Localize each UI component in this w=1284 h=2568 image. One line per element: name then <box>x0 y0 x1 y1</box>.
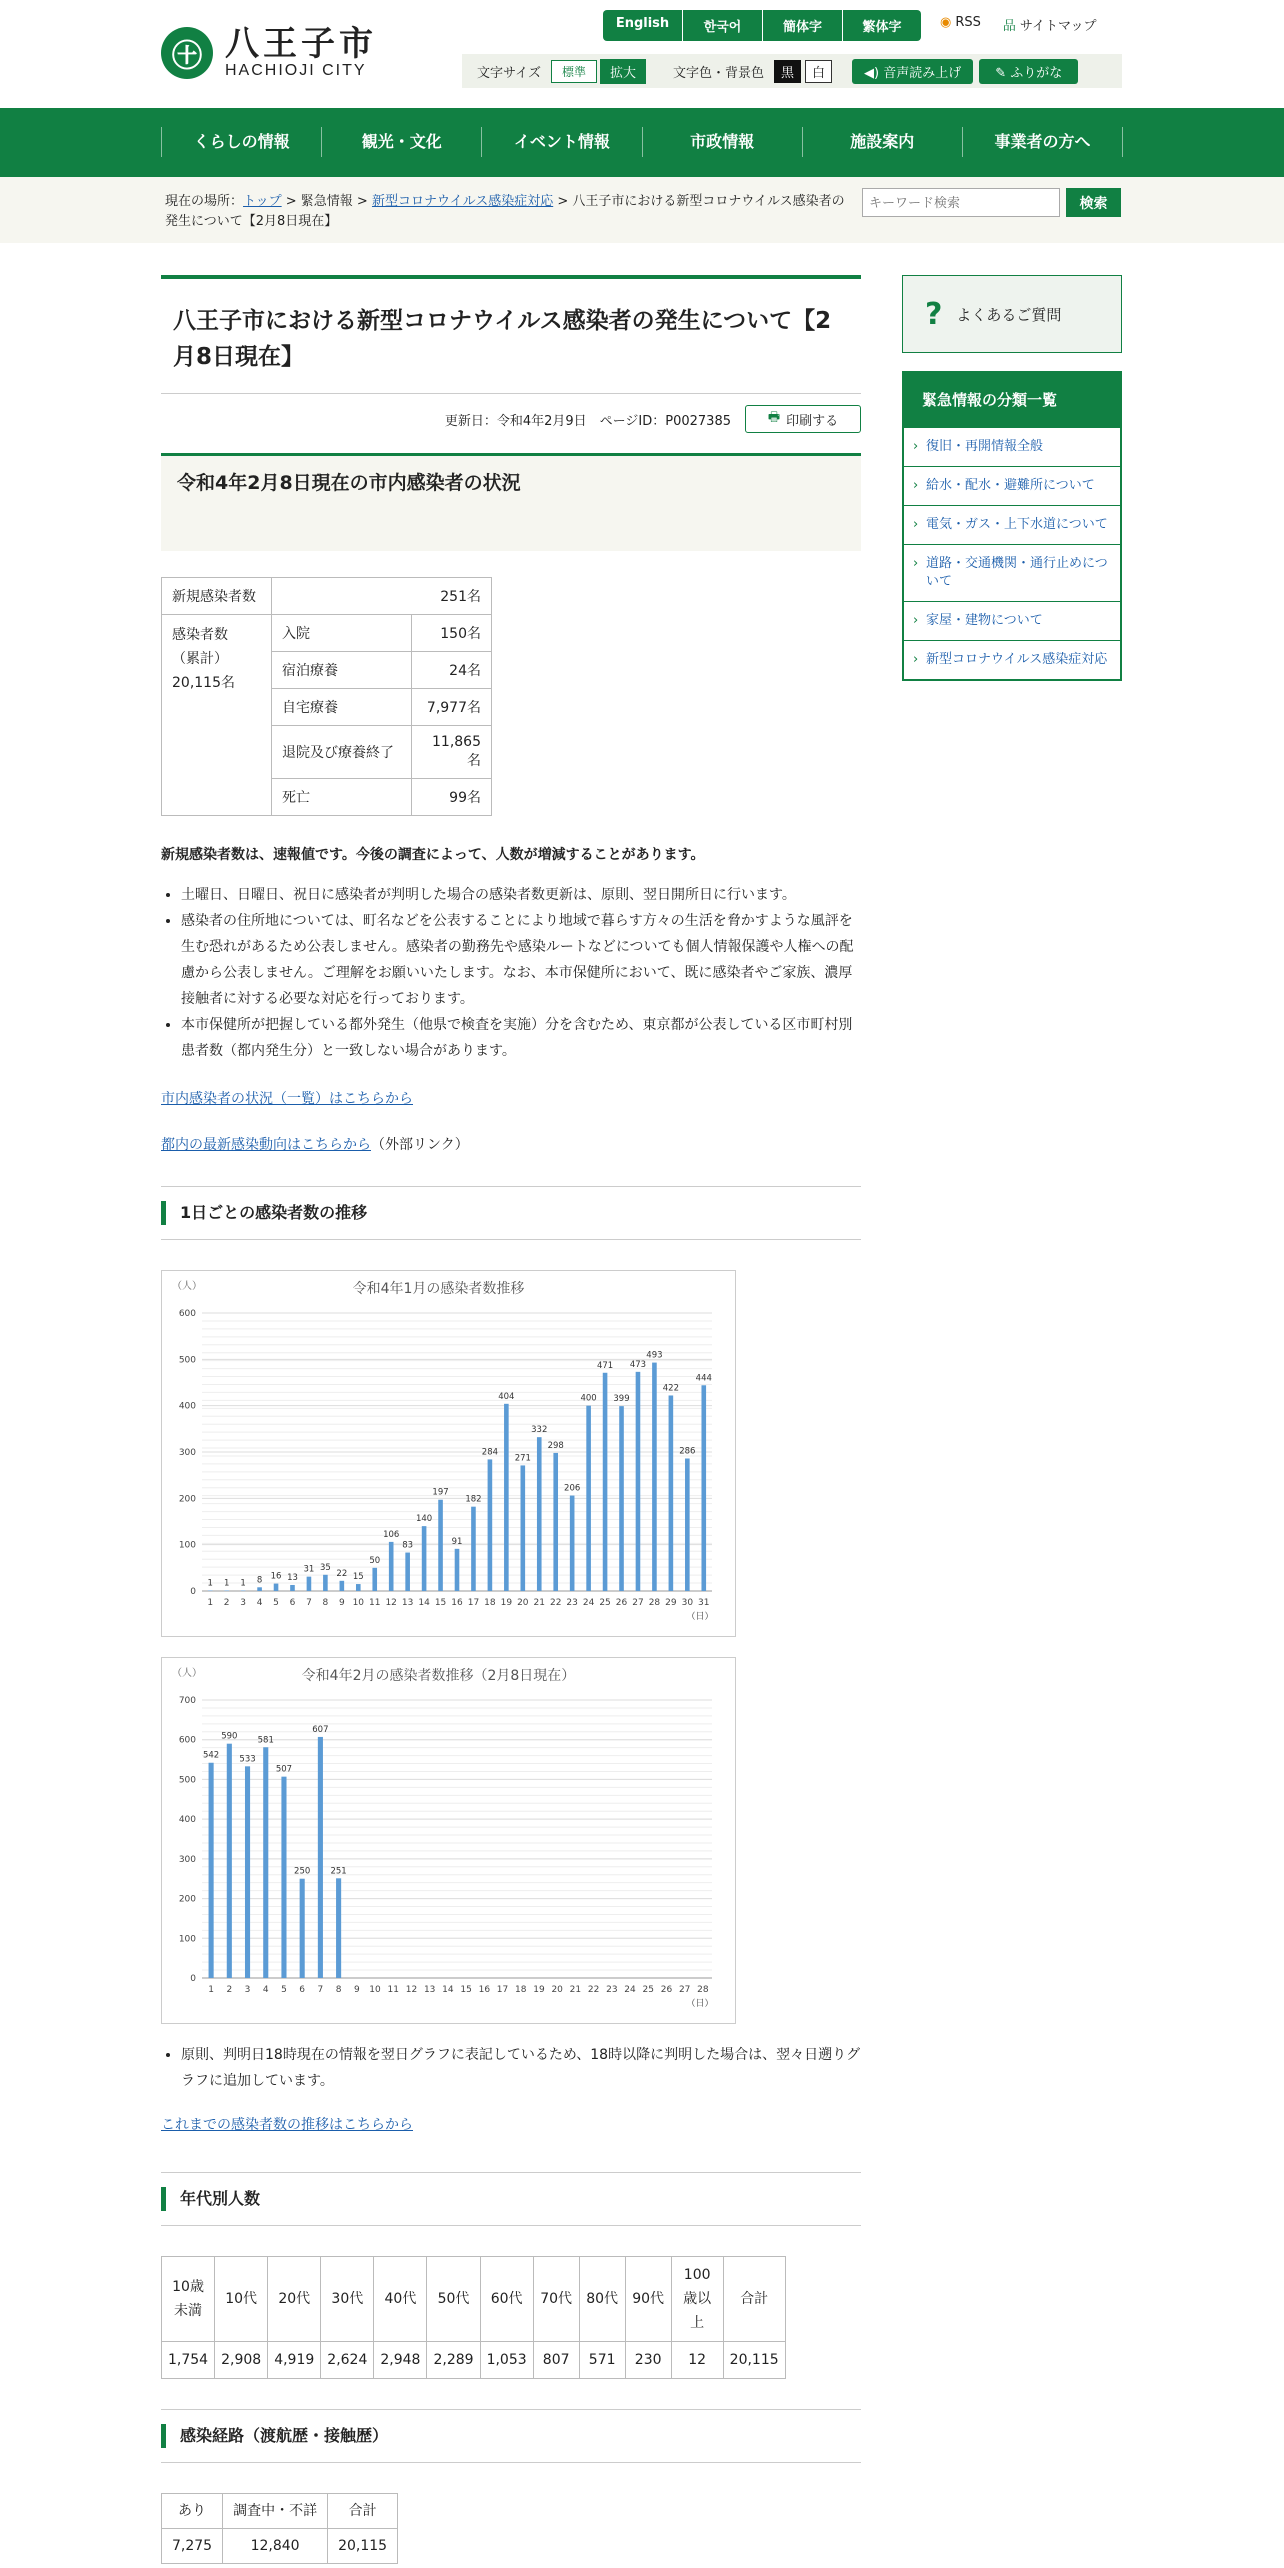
x-tick-label: 19 <box>500 1598 513 1608</box>
table-cell: 2,948 <box>374 2342 427 2379</box>
bar <box>318 1737 323 1978</box>
data-label: 50 <box>369 1555 381 1566</box>
table-header-cell: 50代 <box>427 2257 480 2342</box>
breadcrumb-top-link[interactable]: トップ <box>243 194 282 209</box>
bar <box>553 1453 558 1591</box>
data-label: 182 <box>465 1494 482 1505</box>
data-label: 542 <box>202 1750 220 1761</box>
stat-label: 死亡 <box>272 779 412 816</box>
bar <box>300 1879 305 1978</box>
x-tick-label: 11 <box>369 1598 381 1608</box>
route-section-header <box>161 2409 861 2463</box>
x-tick-label: 8 <box>322 1598 329 1608</box>
x-tick-label: 4 <box>262 1985 269 1995</box>
bar <box>570 1496 575 1591</box>
bar <box>438 1500 443 1591</box>
table-header-cell: 調査中・不詳 <box>223 2494 328 2529</box>
stat-value: 150名 <box>412 615 492 652</box>
faq-button[interactable]: ? よくあるご質問 <box>902 275 1122 353</box>
page-title: 八王子市における新型コロナウイルス感染者の発生について【2月8日現在】 <box>173 308 832 370</box>
bar <box>307 1577 312 1591</box>
x-tick-label: 16 <box>451 1598 463 1608</box>
data-label: 471 <box>596 1360 614 1371</box>
sidebar <box>902 275 1122 681</box>
y-tick-label: 600 <box>178 1309 196 1319</box>
x-tick-label: 5 <box>273 1598 279 1608</box>
y-tick-label: 100 <box>178 1540 196 1551</box>
x-tick-label: 7 <box>306 1598 312 1608</box>
x-tick-label: 28 <box>697 1985 709 1995</box>
table-cell: 2,289 <box>427 2342 480 2379</box>
sidebar-item-utilities[interactable]: › 電気・ガス・上下水道について <box>904 505 1120 544</box>
chart-svg <box>162 1271 735 1636</box>
data-label: 422 <box>662 1383 679 1394</box>
data-label: 1 <box>223 1578 230 1589</box>
stat-value: 99名 <box>412 779 492 816</box>
route-table <box>161 2493 398 2564</box>
data-label: 31 <box>303 1564 315 1575</box>
bar <box>323 1575 328 1591</box>
bar <box>455 1549 460 1591</box>
bar <box>281 1777 286 1978</box>
x-tick-label: 30 <box>681 1598 694 1608</box>
nav-business[interactable]: 事業者の方へ <box>962 127 1123 157</box>
x-tick-label: 4 <box>256 1598 263 1608</box>
data-label: 1 <box>240 1578 246 1589</box>
data-label: 197 <box>432 1487 449 1498</box>
route-section-title: 感染経路（渡航歴・接触歴） <box>161 2424 861 2448</box>
data-label: 35 <box>319 1562 331 1573</box>
x-tick-label: 31 <box>698 1598 710 1608</box>
table-header-cell: 10歳未満 <box>162 2257 215 2342</box>
accessibility-tools <box>462 54 1122 88</box>
lang-traditional-chinese[interactable]: 繁体字 <box>862 20 902 35</box>
table-row <box>162 2529 398 2564</box>
y-tick-label: 300 <box>178 1854 196 1865</box>
logo-sub: HACHIOJI CITY <box>225 62 367 79</box>
preliminary-note: 新規感染者数は、速報値です。今後の調査によって、人数が増減することがあります。 <box>161 847 705 863</box>
bar <box>701 1385 706 1591</box>
x-tick-label: 8 <box>335 1985 342 1995</box>
logo-name: 八王子市 <box>225 24 377 64</box>
sidebar-item-recovery[interactable]: › 復旧・再開情報全般 <box>904 427 1120 466</box>
city-emblem-icon: ㊉ <box>161 27 213 79</box>
history-link[interactable]: これまでの感染者数の推移はこちらから <box>161 2117 413 2133</box>
bar <box>356 1584 361 1591</box>
x-tick-label: 17 <box>496 1985 509 1995</box>
x-tick-label: 25 <box>599 1598 611 1608</box>
notes-list <box>161 882 861 1064</box>
status-heading-box <box>161 453 861 551</box>
bar <box>340 1581 345 1591</box>
bar <box>685 1458 690 1591</box>
sidebar-item-water-shelter[interactable]: › 給水・配水・避難所について <box>904 466 1120 505</box>
february-chart <box>161 1657 736 2024</box>
x-tick-label: 12 <box>385 1598 397 1608</box>
stat-label: 自宅療養 <box>272 689 412 726</box>
bar <box>504 1404 509 1591</box>
rss-icon: ◉ <box>940 15 952 30</box>
bar <box>488 1459 493 1591</box>
table-header-cell: 60代 <box>480 2257 533 2342</box>
x-tick-label: 1 <box>208 1985 214 1995</box>
data-label: 106 <box>383 1529 400 1540</box>
y-tick-label: 300 <box>178 1448 196 1458</box>
x-tick-label: 2 <box>226 1985 233 1995</box>
chart-notes <box>161 2042 861 2094</box>
bar <box>274 1584 279 1591</box>
bar <box>245 1766 250 1978</box>
bar <box>336 1878 341 1978</box>
table-cell: 20,115 <box>328 2529 398 2564</box>
bar <box>227 1744 232 1978</box>
x-tick-label: 17 <box>467 1598 480 1608</box>
x-tick-label: 16 <box>478 1985 491 1995</box>
list-item: • 原則、判明日18時現在の情報を翌日グラフに表記しているため、18時以降に判明した場合は、翌々日遡りグラフに追加しています。 <box>181 2042 861 2094</box>
data-label: 400 <box>580 1393 597 1404</box>
city-cases-list-link[interactable]: 市内感染者の状況（一覧）はこちらから <box>161 1091 413 1107</box>
bar <box>471 1507 476 1591</box>
new-cases-label: 新規感染者数 <box>162 578 272 615</box>
bar <box>603 1373 608 1591</box>
question-icon: ? <box>925 296 943 332</box>
breadcrumb-band <box>0 177 1284 243</box>
y-tick-label: 0 <box>190 1974 196 1984</box>
table-header-cell: 80代 <box>579 2257 625 2342</box>
data-label: 1 <box>207 1578 213 1589</box>
x-tick-label: 23 <box>606 1985 618 1995</box>
x-tick-label: 13 <box>401 1598 414 1608</box>
data-label: 399 <box>613 1394 630 1405</box>
sitemap-icon: 品 <box>1002 19 1016 34</box>
x-tick-label: 13 <box>423 1985 436 1995</box>
table-cell: 7,275 <box>162 2529 223 2564</box>
stat-value: 24名 <box>412 652 492 689</box>
bar <box>537 1437 542 1591</box>
total-cases-cell: 感染者数 （累計） 20,115名 <box>162 615 272 816</box>
stat-label: 入院 <box>272 615 412 652</box>
sitemap-link[interactable]: 品 サイトマップ <box>1002 19 1097 34</box>
menu-title: 緊急情報の分類一覧 <box>904 373 1120 427</box>
bar <box>209 1763 214 1978</box>
x-tick-label: 27 <box>632 1598 644 1608</box>
table-cell: 807 <box>533 2342 579 2379</box>
status-heading: 令和4年2月8日現在の市内感染者の状況 <box>177 472 521 494</box>
table-cell: 12 <box>671 2342 723 2379</box>
y-axis-label: （人） <box>172 1281 202 1292</box>
update-info: 更新日：令和4年2月9日 ページID：P0027385 <box>444 413 731 429</box>
data-label: 533 <box>239 1754 256 1765</box>
nav-living[interactable]: くらしの情報 <box>161 127 321 157</box>
x-tick-label: 24 <box>624 1985 636 1995</box>
x-tick-label: 20 <box>517 1598 529 1608</box>
emergency-category-menu <box>902 371 1122 681</box>
x-tick-label: 22 <box>587 1985 600 1995</box>
data-label: 298 <box>547 1440 564 1451</box>
list-item: • 感染者の住所地については、町名などを公表することにより地域で暮らす方々の生活を脅かすような風評を生む恐れがあるため公表しません。感染者の勤務先や感染ルートなどについても個人情報保護や人権への配慮から公表しません。ご理解をお願いいたします。なお、本市保健所において、既に感染者やご家族、濃厚接触者に対する必要な対応を行っております。 <box>181 908 861 1012</box>
x-tick-label: 25 <box>642 1985 654 1995</box>
stat-value: 11,865名 <box>412 726 492 779</box>
lang-simplified-chinese[interactable]: 簡体字 <box>763 10 843 41</box>
chart-svg <box>162 1658 735 2023</box>
x-tick-label: 11 <box>387 1985 399 1995</box>
y-tick-label: 500 <box>178 1355 196 1366</box>
color-black-button[interactable]: 黒 <box>774 60 801 83</box>
data-label: 271 <box>514 1453 531 1464</box>
x-tick-label: 14 <box>442 1985 454 1995</box>
table-row <box>162 615 492 652</box>
data-label: 8 <box>256 1575 263 1586</box>
infection-stats-table <box>161 577 492 816</box>
pencil-icon: ✎ <box>995 65 1011 81</box>
y-tick-label: 600 <box>178 1735 196 1746</box>
bar <box>372 1568 377 1591</box>
data-label: 332 <box>531 1425 548 1436</box>
daily-section-header <box>161 1186 861 1240</box>
bar <box>257 1587 262 1591</box>
table-header-cell: 10代 <box>215 2257 268 2342</box>
x-tick-label: 14 <box>418 1598 430 1608</box>
table-cell: 230 <box>625 2342 671 2379</box>
list-item: • 本市保健所が把握している都外発生（他県で検査を実施）分を含むため、東京都が公表している区市町村別患者数（都内発生分）と一致しない場合があります。 <box>181 1012 861 1064</box>
x-tick-label: 3 <box>240 1598 246 1608</box>
x-tick-label: 6 <box>289 1598 296 1608</box>
data-label: 250 <box>294 1866 311 1877</box>
age-section-title: 年代別人数 <box>161 2187 861 2211</box>
x-tick-label: 27 <box>678 1985 691 1995</box>
data-label: 13 <box>287 1572 298 1583</box>
table-cell: 1,754 <box>162 2342 215 2379</box>
bar <box>636 1372 641 1591</box>
bar <box>619 1406 624 1591</box>
data-label: 91 <box>451 1536 463 1547</box>
data-label: 404 <box>498 1391 515 1402</box>
top-links <box>940 15 1096 34</box>
stat-value: 7,977名 <box>412 689 492 726</box>
printer-icon: 🖶 <box>767 410 781 425</box>
tokyo-trends-link[interactable]: 都内の最新感染動向はこちらから <box>161 1137 371 1153</box>
x-tick-label: 20 <box>551 1985 563 1995</box>
y-tick-label: 400 <box>178 1401 196 1412</box>
main-content <box>161 275 861 2564</box>
data-label: 83 <box>402 1540 414 1551</box>
new-cases-value: 251名 <box>272 578 492 615</box>
furigana-button[interactable]: ✎ ふりがな <box>979 59 1078 84</box>
y-tick-label: 200 <box>178 1494 196 1505</box>
table-header-cell: 20代 <box>268 2257 321 2342</box>
x-tick-label: 6 <box>299 1985 306 1995</box>
bar <box>290 1585 295 1591</box>
x-tick-label: 28 <box>648 1598 661 1608</box>
daily-section-title: 1日ごとの感染者数の推移 <box>161 1201 861 1225</box>
y-tick-label: 700 <box>178 1696 196 1706</box>
y-tick-label: 100 <box>178 1934 196 1945</box>
data-label: 22 <box>336 1568 348 1579</box>
nav-city-admin[interactable]: 市政情報 <box>642 127 802 157</box>
list-item: • 土曜日、日曜日、祝日に感染者が判明した場合の感染者数更新は、原則、翌日開所日に行います。 <box>181 882 861 908</box>
page-meta <box>161 405 861 433</box>
data-label: 590 <box>221 1731 238 1742</box>
x-tick-label: 10 <box>352 1598 365 1608</box>
data-label: 251 <box>330 1866 347 1877</box>
data-label: 473 <box>629 1359 647 1370</box>
x-tick-label: 24 <box>582 1598 595 1608</box>
y-tick-label: 400 <box>178 1815 196 1826</box>
x-tick-label: 1 <box>207 1598 214 1608</box>
data-label: 286 <box>679 1446 696 1457</box>
sidebar-item-buildings[interactable]: › 家屋・建物について <box>904 601 1120 640</box>
x-tick-label: 22 <box>549 1598 562 1608</box>
stat-label: 宿泊療養 <box>272 652 412 689</box>
bar <box>389 1542 394 1591</box>
table-cell: 571 <box>579 2342 625 2379</box>
y-tick-label: 500 <box>178 1775 196 1786</box>
lang-english[interactable]: English <box>603 10 683 41</box>
table-cell: 4,919 <box>268 2342 321 2379</box>
x-tick-label: 18 <box>515 1985 527 1995</box>
x-tick-label: 3 <box>244 1985 251 1995</box>
table-row <box>162 578 492 615</box>
table-cell: 20,115 <box>723 2342 785 2379</box>
nav-tourism[interactable]: 観光・文化 <box>321 127 481 157</box>
data-label: 140 <box>415 1514 433 1525</box>
sidebar-item-roads[interactable]: › 道路・交通機関・通行止めについて <box>904 544 1120 601</box>
sidebar-item-covid[interactable]: › 新型コロナウイルス感染症対応 <box>904 640 1120 679</box>
table-header-cell: 合計 <box>723 2257 785 2342</box>
search-form <box>862 188 1121 217</box>
search-input[interactable] <box>862 188 1060 217</box>
table-cell: 1,053 <box>480 2342 533 2379</box>
data-label: 493 <box>646 1350 663 1361</box>
nav-events[interactable]: イベント情報 <box>481 127 641 157</box>
x-tick-label: 15 <box>434 1598 447 1608</box>
font-size-label: 文字サイズ <box>477 65 541 81</box>
breadcrumb: 現在の場所：トップ > 緊急情報 > 新型コロナウイルス感染症対応 > 八王子市における新型コロナウイルス感染者の発生について【2月8日現在】 <box>165 194 845 229</box>
site-header <box>0 0 1284 108</box>
table-cell: 2,624 <box>321 2342 374 2379</box>
data-label: 284 <box>481 1447 499 1458</box>
chart-title: 令和4年2月の感染者数推移（2月8日現在） <box>301 1668 576 1684</box>
lang-korean[interactable]: 한국어 <box>683 10 763 41</box>
x-tick-label: 12 <box>405 1985 418 1995</box>
y-axis-label: （人） <box>172 1668 202 1679</box>
table-header-cell: 70代 <box>533 2257 579 2342</box>
voice-reading-button[interactable]: ◀) 音声読み上げ <box>852 59 973 84</box>
x-tick-label: 9 <box>338 1598 345 1608</box>
color-white-button[interactable]: 白 <box>805 60 832 83</box>
color-label: 文字色・背景色 <box>673 65 765 81</box>
table-header-cell: 40代 <box>374 2257 427 2342</box>
table-row <box>162 2257 786 2342</box>
speaker-icon: ◀) <box>864 65 884 81</box>
x-tick-label: 21 <box>569 1985 582 1995</box>
x-axis-label: （日） <box>686 1999 714 2009</box>
table-header-cell: 30代 <box>321 2257 374 2342</box>
print-button[interactable]: 🖶 印刷する <box>745 405 861 433</box>
y-tick-label: 0 <box>190 1587 196 1597</box>
y-tick-label: 200 <box>178 1894 196 1905</box>
x-axis-label: （日） <box>686 1612 714 1622</box>
x-tick-label: 26 <box>660 1985 673 1995</box>
x-tick-label: 26 <box>615 1598 628 1608</box>
data-label: 507 <box>275 1764 293 1775</box>
bar <box>669 1395 674 1591</box>
x-tick-label: 21 <box>533 1598 545 1608</box>
bar <box>652 1363 657 1591</box>
site-logo[interactable] <box>161 26 377 80</box>
breadcrumb-covid-link[interactable]: 新型コロナウイルス感染症対応 <box>371 194 554 209</box>
january-chart <box>161 1270 736 1637</box>
table-row <box>162 2494 398 2529</box>
table-header-cell: 100歳以上 <box>671 2257 723 2342</box>
bar <box>586 1406 591 1591</box>
bar <box>263 1747 268 1978</box>
data-label: 607 <box>312 1724 329 1735</box>
x-tick-label: 7 <box>317 1985 324 1995</box>
x-tick-label: 2 <box>223 1598 230 1608</box>
x-tick-label: 5 <box>281 1985 287 1995</box>
font-standard-button[interactable]: 標準 <box>551 60 597 83</box>
search-button[interactable]: 検索 <box>1066 188 1121 217</box>
bar <box>422 1526 427 1591</box>
age-section-header <box>161 2172 861 2226</box>
age-table <box>161 2256 786 2379</box>
table-header-cell: 90代 <box>625 2257 671 2342</box>
language-bar <box>603 10 921 41</box>
table-cell: 2,908 <box>215 2342 268 2379</box>
x-tick-label: 10 <box>369 1985 381 1995</box>
data-label: 581 <box>257 1735 274 1746</box>
table-header-cell: 合計 <box>328 2494 398 2529</box>
x-tick-label: 19 <box>533 1985 545 1995</box>
x-tick-label: 18 <box>484 1598 496 1608</box>
x-tick-label: 9 <box>353 1985 360 1995</box>
data-label: 15 <box>352 1572 364 1583</box>
data-label: 444 <box>695 1373 712 1384</box>
table-cell: 12,840 <box>223 2529 328 2564</box>
font-large-button[interactable]: 拡大 <box>600 59 646 84</box>
bar <box>405 1553 410 1591</box>
table-row <box>162 2342 786 2379</box>
data-label: 206 <box>564 1483 581 1494</box>
bar <box>521 1465 526 1591</box>
external-link-note: （外部リンク） <box>371 1137 469 1153</box>
title-box <box>161 275 861 394</box>
x-tick-label: 23 <box>566 1598 578 1608</box>
data-label: 16 <box>270 1571 282 1582</box>
global-nav <box>0 108 1284 177</box>
x-tick-label: 29 <box>665 1598 677 1608</box>
stat-label: 退院及び療養終了 <box>272 726 412 779</box>
x-tick-label: 15 <box>460 1985 472 1995</box>
table-header-cell: あり <box>162 2494 223 2529</box>
rss-link[interactable]: ◉ RSS <box>940 15 981 30</box>
nav-facilities[interactable]: 施設案内 <box>802 127 962 157</box>
chart-title: 令和4年1月の感染者数推移 <box>352 1281 525 1297</box>
